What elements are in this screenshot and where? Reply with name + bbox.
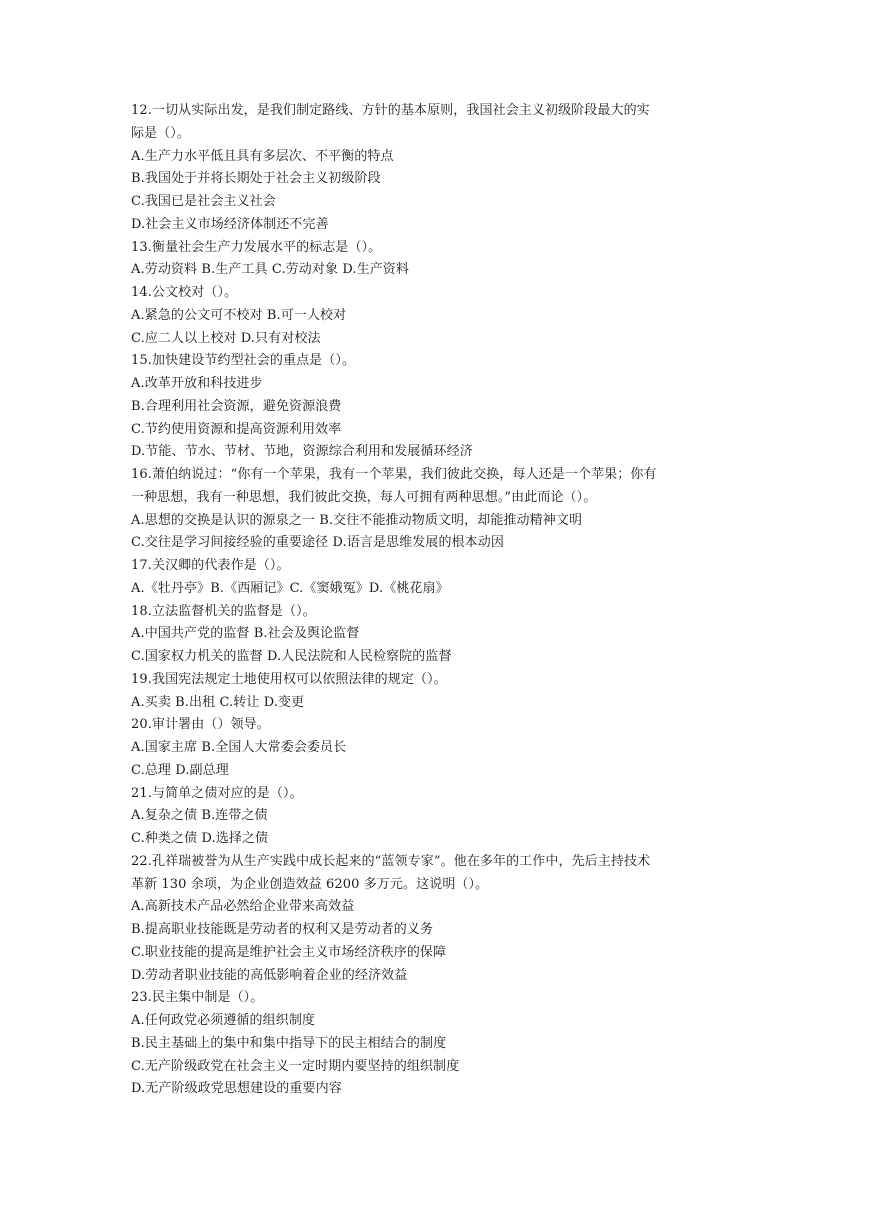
- text-line: A.高新技术产品必然给企业带来高效益: [131, 899, 355, 915]
- text-line: D.无产阶级政党思想建设的重要内容: [131, 1081, 342, 1097]
- text-line: C.无产阶级政党在社会主义一定时期内要坚持的组织制度: [131, 1058, 460, 1074]
- text-line: 一种思想，我有一种思想，我们彼此交换，每人可拥有两种思想。”由此而论（）。: [131, 489, 597, 505]
- text-line: 19.我国宪法规定土地使用权可以依照法律的规定（）。: [131, 671, 447, 687]
- text-line: A.中国共产党的监督 B.社会及舆论监督: [131, 626, 360, 642]
- text-line: 革新 130 余项，为企业创造效益 6200 多万元。这说明（）。: [131, 876, 489, 892]
- text-line: D.社会主义市场经济体制还不完善: [131, 216, 329, 232]
- text-line: A.劳动资料 B.生产工具 C.劳动对象 D.生产资料: [131, 262, 410, 278]
- text-line: A.生产力水平低且具有多层次、不平衡的特点: [131, 148, 394, 164]
- text-line: C.职业技能的提高是维护社会主义市场经济秩序的保障: [131, 944, 447, 960]
- text-line: D.劳动者职业技能的高低影响着企业的经济效益: [131, 967, 408, 983]
- text-line: A.买卖 B.出租 C.转让 D.变更: [131, 694, 305, 710]
- text-line: 21.与简单之债对应的是（）。: [131, 785, 303, 801]
- text-line: A.思想的交换是认识的源泉之一 B.交往不能推动物质文明，却能推动精神文明: [131, 512, 583, 528]
- text-line: A.复杂之债 B.连带之债: [131, 808, 268, 824]
- text-line: C.我国已是社会主义社会: [131, 194, 276, 209]
- text-line: 13.衡量社会生产力发展水平的标志是（）。: [131, 239, 382, 255]
- text-line: C.交往是学习间接经验的重要途径 D.语言是思维发展的根本动因: [131, 535, 504, 551]
- text-line: C.种类之债 D.选择之债: [131, 831, 269, 846]
- text-line: 23.民主集中制是（）。: [131, 990, 264, 1006]
- text-line: 22.孔祥瑞被誉为从生产实践中成长起来的“蓝领专家”。他在多年的工作中，先后主持技术: [131, 853, 651, 869]
- text-line: C.国家权力机关的监督 D.人民法院和人民检察院的监督: [131, 649, 452, 664]
- text-line: 14.公文校对（）。: [131, 285, 238, 300]
- text-line: A.改革开放和科技进步: [131, 376, 263, 391]
- text-line: B.合理利用社会资源，避免资源浪费: [131, 398, 342, 414]
- text-line: B.民主基础上的集中和集中指导下的民主相结合的制度: [131, 1035, 447, 1051]
- text-line: 20.审计署由（）领导。: [131, 717, 270, 733]
- text-line: A.国家主席 B.全国人大常委会委员长: [131, 740, 347, 755]
- text-line: A.紧急的公文可不校对 B.可一人校对: [131, 307, 347, 323]
- text-line: 15.加快建设节约型社会的重点是（）。: [131, 353, 356, 369]
- text-line: 12.一切从实际出发，是我们制定路线、方针的基本原则，我国社会主义初级阶段最大的实: [131, 103, 650, 118]
- text-line: B.提高职业技能既是劳动者的权利又是劳动者的义务: [131, 922, 434, 937]
- text-line: 17.关汉卿的代表作是（）。: [131, 558, 290, 573]
- document-page: [131, 100, 741, 1101]
- text-line: C.总理 D.副总理: [131, 762, 229, 778]
- text-line: B.我国处于并将长期处于社会主义初级阶段: [131, 171, 381, 187]
- text-line: A.任何政党必须遵循的组织制度: [131, 1013, 316, 1028]
- text-line: 18.立法监督机关的监督是（）。: [131, 603, 316, 619]
- text-line: A.《牡丹亭》B.《西厢记》C.《窦娥冤》D.《桃花扇》: [131, 580, 449, 596]
- text-line: 际是（）。: [131, 125, 191, 141]
- text-line: 16.萧伯纳说过：“你有一个苹果，我有一个苹果，我们彼此交换，每人还是一个苹果；你有: [131, 467, 657, 482]
- text-line: C.节约使用资源和提高资源利用效率: [131, 421, 342, 437]
- text-line: D.节能、节水、节材、节地，资源综合利用和发展循环经济: [131, 444, 473, 460]
- text-line: C.应二人以上校对 D.只有对校法: [131, 330, 321, 346]
